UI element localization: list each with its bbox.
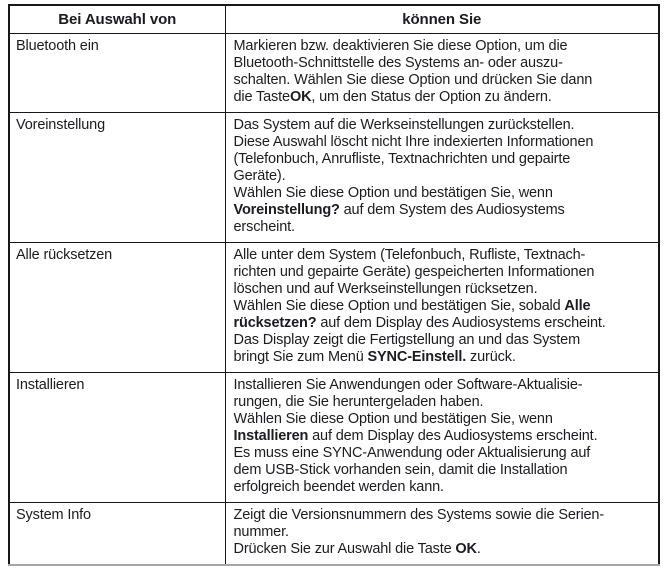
table-row (9, 113, 659, 243)
text: zurück. (466, 349, 516, 365)
text: Wählen Sie diese Option und bestätigen Sie, wenn (233, 411, 553, 427)
bold-text: Installieren (233, 428, 309, 444)
text: Wählen Sie diese Option und bestätigen Sie, sobald (233, 298, 565, 314)
description-cell (225, 373, 659, 503)
option-cell: Alle rücksetzen (9, 243, 225, 373)
bold-text: OK (289, 89, 312, 105)
text: auf dem System des Audiosystems (339, 202, 565, 218)
description-line (234, 219, 655, 236)
description-cell (225, 34, 659, 113)
description-line (234, 315, 655, 332)
description-line (234, 117, 655, 134)
text: Drücken Sie zur Auswahl die Taste (233, 541, 456, 557)
description-line (234, 445, 655, 462)
description-line (234, 411, 655, 428)
header-row (9, 5, 659, 34)
bold-text: Voreinstellung? (233, 202, 340, 218)
text: erscheint. (233, 219, 295, 235)
description-line (234, 185, 655, 202)
description-line (234, 202, 655, 219)
text: Das System auf die Werkseinstellungen zurückstellen. (233, 117, 575, 133)
text: bringt Sie zum Menü (233, 349, 368, 365)
table-body (9, 34, 659, 566)
description-line (234, 89, 655, 106)
text: Diese Auswahl löscht nicht Ihre indexierten Informationen (233, 134, 594, 150)
bold-text: rücksetzen? (233, 315, 317, 331)
description-line (234, 298, 655, 315)
text: Es muss eine SYNC-Anwendung oder Aktualisierung auf (233, 445, 591, 461)
description-line (234, 151, 655, 168)
text: nummer. (233, 524, 289, 540)
text: , um den Status der Option zu ändern. (311, 89, 552, 105)
description-line (234, 507, 655, 524)
option-cell: System Info (9, 503, 225, 566)
option-cell: Bluetooth ein (9, 34, 225, 113)
description-line (234, 479, 655, 496)
text: die Taste (233, 89, 290, 105)
text: löschen und auf Werkseinstellungen rücksetzen. (233, 281, 538, 297)
description-line (234, 428, 655, 445)
text: (Telefonbuch, Anrufliste, Textnachrichten und gepairte (233, 151, 571, 167)
text: schalten. Wählen Sie diese Option und drücken Sie dann (233, 72, 593, 88)
text: Das Display zeigt die Fertigstellung an und das System (233, 332, 581, 348)
description-line (234, 349, 655, 366)
option-cell: Voreinstellung (9, 113, 225, 243)
column-header-description: können Sie (225, 5, 659, 34)
table-row (9, 373, 659, 503)
settings-options-table (8, 4, 660, 566)
description-line (234, 247, 655, 264)
text: Geräte). (233, 168, 286, 184)
description-line (234, 134, 655, 151)
description-line (234, 377, 655, 394)
column-header-option: Bei Auswahl von (9, 5, 225, 34)
description-line (234, 524, 655, 541)
description-line (234, 38, 655, 55)
description-cell (225, 503, 659, 566)
text: Installieren Sie Anwendungen oder Software-Aktualisie- (233, 377, 583, 393)
text: Alle unter dem System (Telefonbuch, Rufliste, Textnach- (233, 247, 586, 263)
table-row (9, 243, 659, 373)
bold-text: Alle (564, 298, 591, 314)
bold-text: OK (455, 541, 477, 557)
description-cell (225, 243, 659, 373)
description-line (234, 541, 655, 558)
text: Wählen Sie diese Option und bestätigen Sie, wenn (233, 185, 553, 201)
description-line (234, 462, 655, 479)
text: erfolgreich beendet werden kann. (233, 479, 444, 495)
description-line (234, 264, 655, 281)
description-cell (225, 113, 659, 243)
text: rungen, die Sie heruntergeladen haben. (233, 394, 484, 410)
description-line (234, 281, 655, 298)
table-row (9, 34, 659, 113)
text: Bluetooth-Schnittstelle des Systems an- oder auszu- (233, 55, 563, 71)
description-line (234, 168, 655, 185)
text: Zeigt die Versionsnummern des Systems sowie die Serien- (233, 507, 605, 523)
text: dem USB-Stick vorhanden sein, damit die Installation (233, 462, 568, 478)
table-row (9, 503, 659, 566)
text: richten und gepairte Geräte) gespeicherten Informationen (233, 264, 595, 280)
description-line (234, 72, 655, 89)
text: Markieren bzw. deaktivieren Sie diese Option, um die (233, 38, 568, 54)
description-line (234, 394, 655, 411)
table-header (9, 5, 659, 34)
text: auf dem Display des Audiosystems erscheint. (308, 428, 598, 444)
description-line (234, 55, 655, 72)
bold-text: SYNC-Einstell. (367, 349, 467, 365)
text: auf dem Display des Audiosystems erscheint. (316, 315, 606, 331)
option-cell: Installieren (9, 373, 225, 503)
description-line (234, 332, 655, 349)
text: . (476, 541, 481, 557)
